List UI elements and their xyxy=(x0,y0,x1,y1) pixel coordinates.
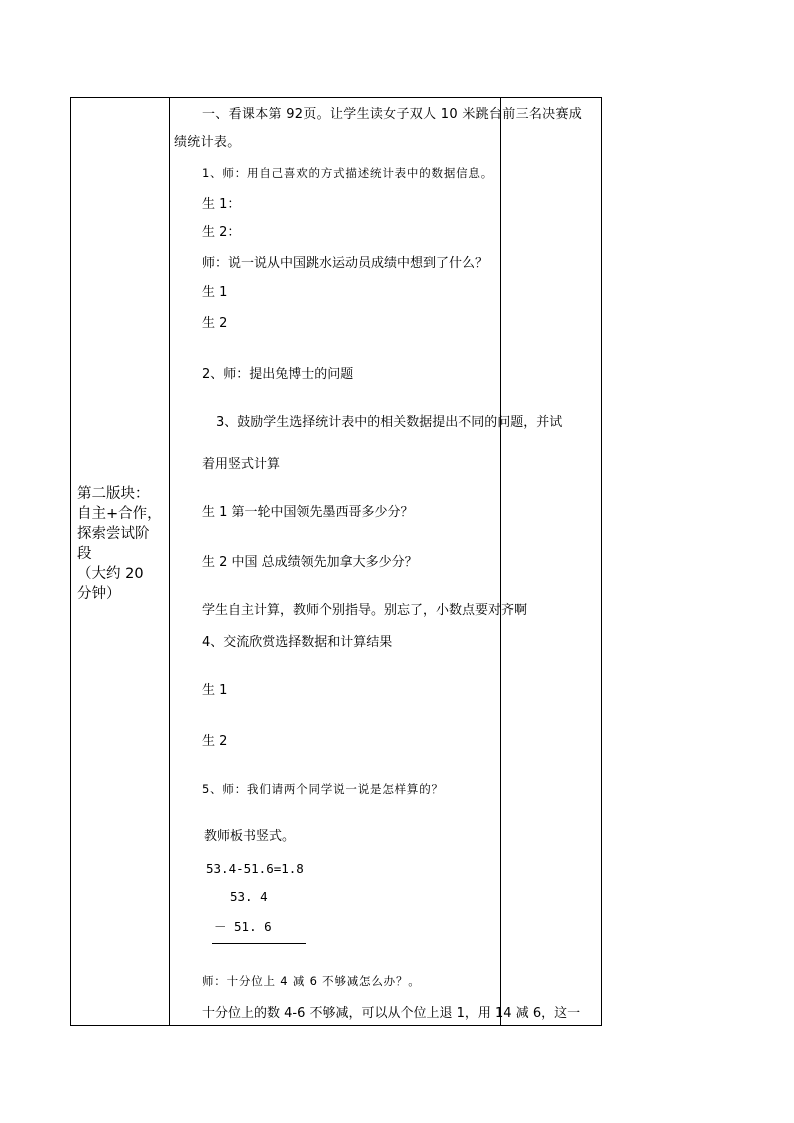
stage-cell xyxy=(71,98,170,1026)
lesson-plan-table xyxy=(70,97,602,1026)
content-line: 一、看课本第 92页。让学生读女子双人 10 米跳台前三名决赛成 xyxy=(202,107,583,122)
content-line: 生 2 xyxy=(202,316,228,331)
content-line: 1、师：用自己喜欢的方式描述统计表中的数据信息。 xyxy=(202,166,494,180)
content-line: 生 2 中国 总成绩领先加拿大多少分？ xyxy=(202,555,418,570)
content-line: 生 2： xyxy=(202,225,241,240)
content-line: 4、交流欣赏选择数据和计算结果 xyxy=(202,635,393,650)
content-line: 生 1 第一轮中国领先墨西哥多少分？ xyxy=(202,505,414,520)
content-line: 生 1： xyxy=(202,197,241,212)
stage-label-line: 段 xyxy=(77,545,92,562)
stage-label-line: 分钟） xyxy=(77,585,121,602)
stage-label xyxy=(71,484,169,604)
stage-label-line: 第二版块： xyxy=(77,485,150,502)
stage-label-line: （大约 20 xyxy=(77,565,144,582)
notes-cell xyxy=(501,98,602,1026)
content-line: 着用竖式计算 xyxy=(202,457,281,472)
content-line: 3、鼓励学生选择统计表中的相关数据提出不同的问题，并试 xyxy=(216,415,563,430)
table-row xyxy=(71,98,602,1026)
vertical-calc-rule xyxy=(212,943,306,944)
content-line: 教师板书竖式。 xyxy=(204,829,296,844)
content-cell xyxy=(170,98,583,1026)
content-line: 生 1 xyxy=(202,285,228,300)
content-line: 2、师：提出兔博士的问题 xyxy=(202,367,354,382)
content-line: 绩统计表。 xyxy=(174,135,241,150)
content-line: 5、师：我们请两个同学说一说是怎样算的？ xyxy=(202,782,444,796)
vertical-calc-bottom: － 51. 6 xyxy=(214,919,272,934)
content-line: 师：说一说从中国跳水运动员成绩中想到了什么？ xyxy=(202,256,489,271)
content-line: 生 1 xyxy=(202,683,228,698)
stage-label-line: 自主+合作， xyxy=(77,505,162,522)
content-line: 十分位上的数 4-6 不够减，可以从个位上退 1，用 14 减 6，这一 xyxy=(202,1006,581,1021)
content-line: 学生自主计算，教师个别指导。别忘了，小数点要对齐啊 xyxy=(202,603,528,618)
content-line: 生 2 xyxy=(202,734,228,749)
stage-label-line: 探索尝试阶 xyxy=(77,525,150,542)
equation-line: 53.4-51.6=1.8 xyxy=(206,861,304,876)
content-line: 师：十分位上 4 减 6 不够减怎么办？。 xyxy=(202,974,421,988)
vertical-calc-top: 53. 4 xyxy=(230,889,268,904)
